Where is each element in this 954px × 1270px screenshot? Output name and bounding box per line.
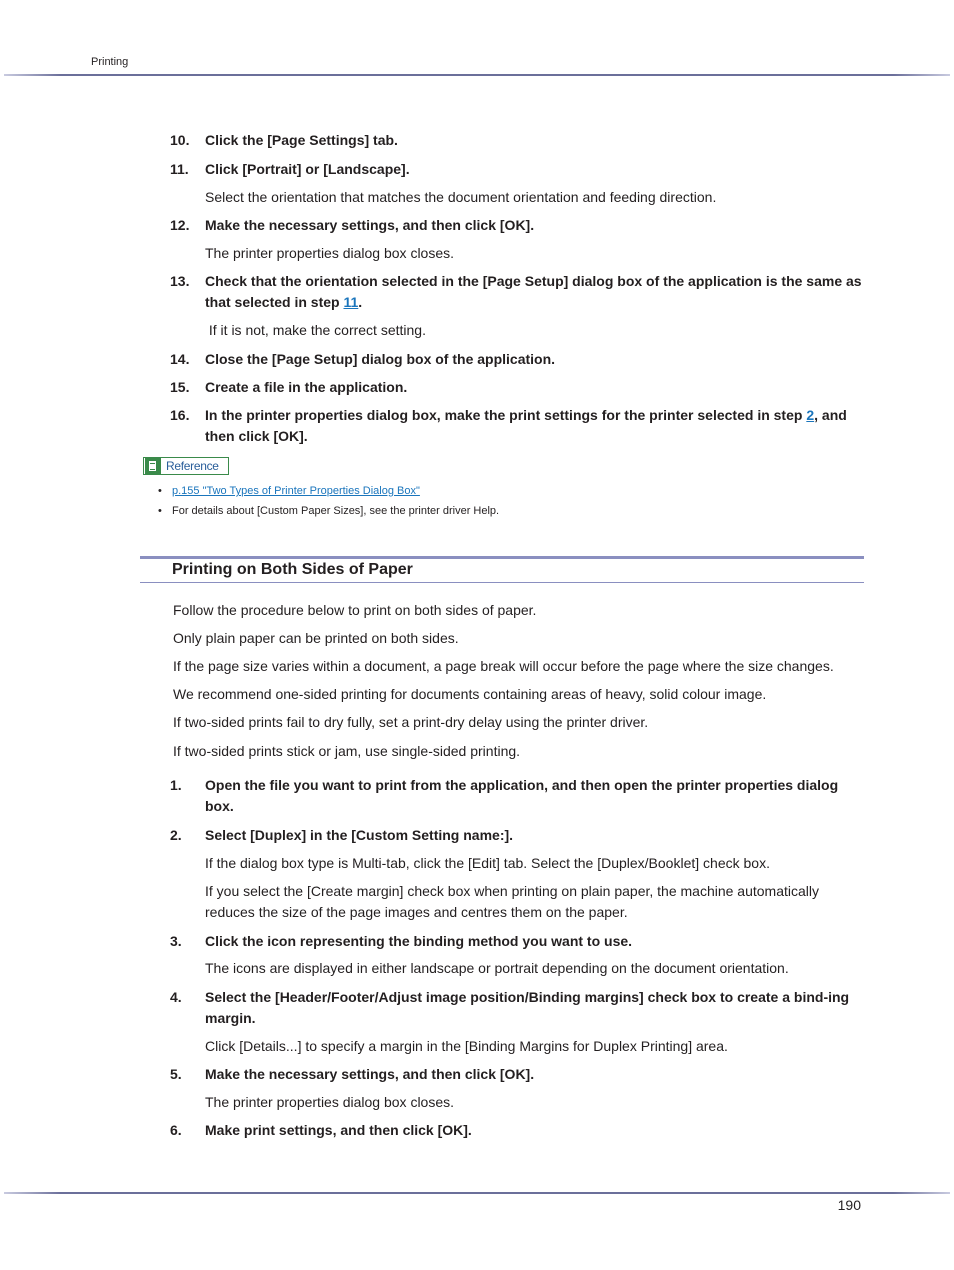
step-number: 15. <box>170 379 190 395</box>
step-text: Click [Portrait] or [Landscape]. <box>205 161 410 177</box>
running-header: Printing <box>91 56 129 68</box>
step-text-part: Check that the orientation selected in the [Page Setup] dialog box of the application is the same as that selected in step <box>205 273 862 310</box>
step-number: 16. <box>170 407 190 423</box>
step-description: The printer properties dialog box closes. <box>205 245 455 261</box>
paragraph: Only plain paper can be printed on both sides. <box>173 630 459 646</box>
step-text: Click the [Page Settings] tab. <box>205 132 398 148</box>
step-12 <box>170 215 864 236</box>
step-description: If you select the [Create margin] check box when printing on plain paper, the machine automatically reduces the size of the page images and centres them on the paper. <box>205 883 820 920</box>
reference-badge <box>143 457 229 475</box>
step-number: 14. <box>170 351 190 367</box>
reference-label: Reference <box>166 459 219 473</box>
paragraph: We recommend one-sided printing for documents containing areas of heavy, solid colour image. <box>173 686 767 702</box>
reference-text: For details about [Custom Paper Sizes], see the printer driver Help. <box>172 505 500 517</box>
step-14 <box>170 349 864 370</box>
step-text: Make the necessary settings, and then click [OK]. <box>205 1066 535 1082</box>
reference-icon <box>145 458 161 474</box>
section-heading-box <box>140 556 864 583</box>
step-13 <box>170 271 864 313</box>
step-number: 6. <box>170 1122 182 1138</box>
duplex-step-4 <box>170 987 864 1029</box>
step-link-2[interactable]: 2 <box>806 407 815 423</box>
step-11 <box>170 159 864 180</box>
paragraph: Follow the procedure below to print on both sides of paper. <box>173 602 537 618</box>
step-number: 12. <box>170 217 190 233</box>
step-description: If the dialog box type is Multi-tab, click the [Edit] tab. Select the [Duplex/Booklet] check box. <box>205 855 770 871</box>
step-description: The icons are displayed in either landscape or portrait depending on the document orientation. <box>205 960 789 976</box>
bullet-icon: • <box>158 485 162 497</box>
bullet-icon: • <box>158 505 162 517</box>
step-text: Select [Duplex] in the [Custom Setting name:]. <box>205 827 514 843</box>
paragraph: If two-sided prints fail to dry fully, set a print-dry delay using the printer driver. <box>173 714 649 730</box>
step-number: 2. <box>170 827 182 843</box>
duplex-step-3 <box>170 931 864 952</box>
paragraph: If the page size varies within a document, a page break will occur before the page where the size changes. <box>173 658 834 674</box>
step-text <box>205 271 864 313</box>
duplex-step-5 <box>170 1064 864 1085</box>
section-title: Printing on Both Sides of Paper <box>172 561 413 578</box>
step-text: Open the file you want to print from the application, and then open the printer properties dialog box. <box>205 777 839 814</box>
step-number: 4. <box>170 989 182 1005</box>
step-number: 11. <box>170 161 189 177</box>
step-text-part: , and then click [OK]. <box>205 407 847 444</box>
duplex-step-2 <box>170 825 864 846</box>
step-description: Click [Details...] to specify a margin in the [Binding Margins for Duplex Printing] area. <box>205 1038 728 1054</box>
step-number: 13. <box>170 273 190 289</box>
step-description: Select the orientation that matches the document orientation and feeding direction. <box>205 189 717 205</box>
reference-item <box>158 504 499 518</box>
reference-item <box>158 484 420 498</box>
step-number: 3. <box>170 933 182 949</box>
step-text: Click the icon representing the binding method you want to use. <box>205 933 633 949</box>
step-number: 10. <box>170 132 190 148</box>
step-number: 1. <box>170 777 182 793</box>
step-16 <box>170 405 864 447</box>
paragraph: If two-sided prints stick or jam, use single-sided printing. <box>173 743 521 759</box>
step-10 <box>170 130 864 151</box>
step-text-part: . <box>358 294 363 310</box>
step-text: Select the [Header/Footer/Adjust image position/Binding margins] check box to create a bind-ing margin. <box>205 989 850 1026</box>
duplex-step-6 <box>170 1120 864 1141</box>
step-text: Make print settings, and then click [OK]. <box>205 1122 472 1138</box>
step-description: If it is not, make the correct setting. <box>205 322 426 338</box>
footer-rule <box>4 1192 950 1194</box>
reference-link[interactable]: p.155 "Two Types of Printer Properties Dialog Box" <box>172 485 420 497</box>
duplex-step-1 <box>170 775 864 817</box>
step-text: Create a file in the application. <box>205 379 408 395</box>
page-number: 190 <box>837 1197 861 1213</box>
step-link-11[interactable]: 11 <box>343 294 359 310</box>
header-rule <box>4 74 950 76</box>
step-15 <box>170 377 864 398</box>
step-text <box>205 405 864 447</box>
step-description: The printer properties dialog box closes. <box>205 1094 455 1110</box>
step-text: Close the [Page Setup] dialog box of the application. <box>205 351 556 367</box>
step-number: 5. <box>170 1066 182 1082</box>
step-text-part: In the printer properties dialog box, make the print settings for the printer selected in step <box>205 407 807 423</box>
step-text: Make the necessary settings, and then click [OK]. <box>205 217 535 233</box>
